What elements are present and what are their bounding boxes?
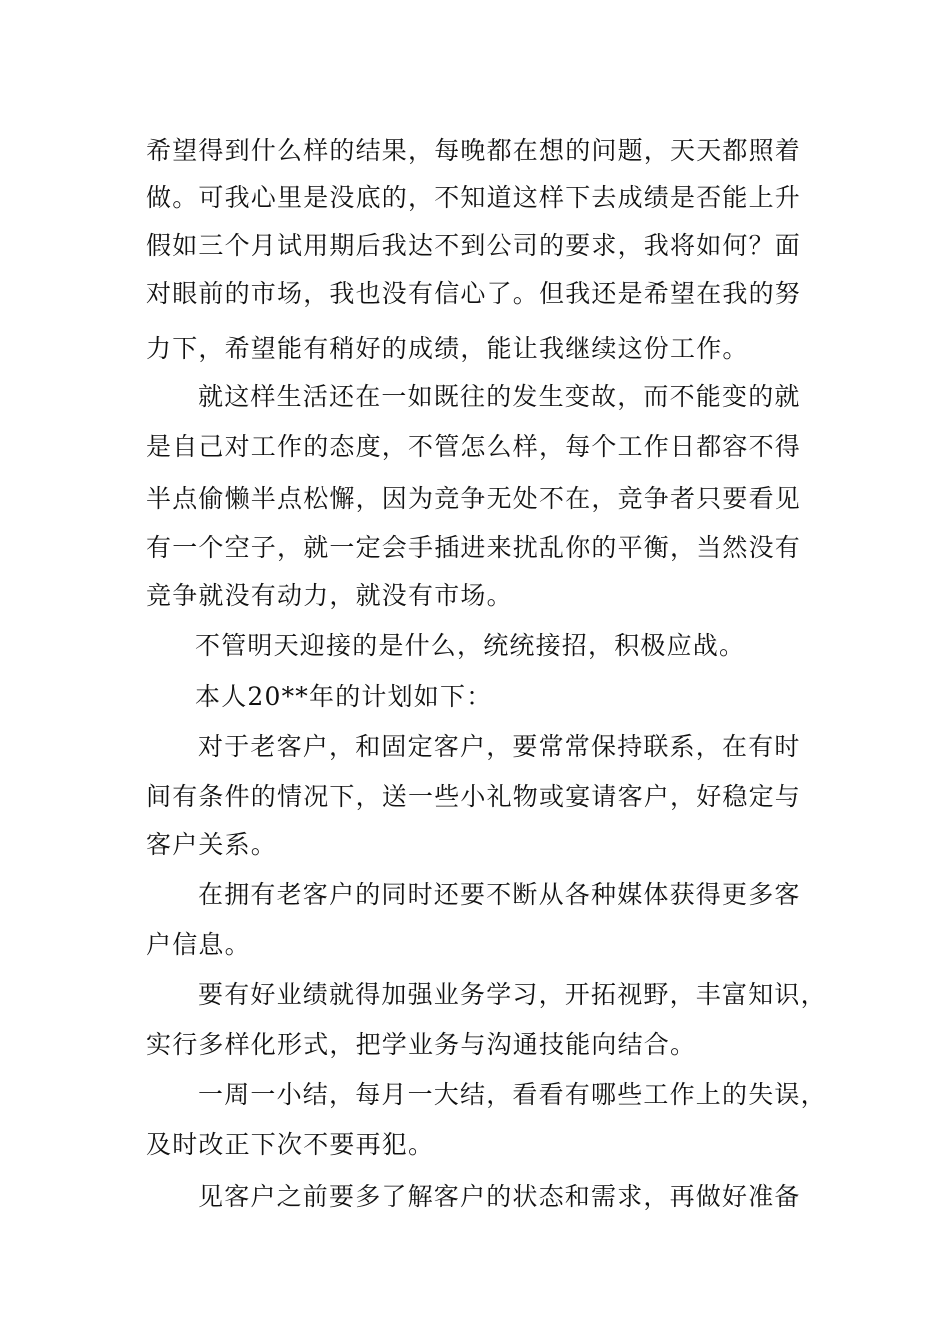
text-line-21: 及时改正下次不要再犯。 — [146, 1130, 435, 1159]
text-line-3: 假如三个月试用期后我达不到公司的要求，我将如何？面 — [146, 231, 802, 260]
text-line-18: 要有好业绩就得加强业务学习，开拓视野，丰富知识， — [198, 980, 827, 1009]
text-line-2: 做。可我心里是没底的，不知道这样下去成绩是否能上升 — [146, 183, 802, 212]
text-line-14: 间有条件的情况下，送一些小礼物或宴请客户，好稳定与 — [146, 782, 802, 811]
text-line-17: 户信息。 — [146, 930, 251, 959]
text-line-5: 力下，希望能有稍好的成绩，能让我继续这份工作。 — [146, 334, 749, 363]
text-line-1: 希望得到什么样的结果，每晚都在想的问题，天天都照着 — [146, 136, 802, 165]
text-line-11: 不管明天迎接的是什么，统统接招，积极应战。 — [195, 631, 746, 660]
text-line-9: 有一个空子，就一定会手插进来扰乱你的平衡，当然没有 — [146, 533, 802, 562]
text-line-16: 在拥有老客户的同时还要不断从各种媒体获得更多客 — [198, 880, 801, 909]
text-line-22: 见客户之前要多了解客户的状态和需求，再做好准备 — [198, 1182, 801, 1211]
text-line-13: 对于老客户，和固定客户，要常常保持联系，在有时 — [198, 732, 801, 761]
text-line-7: 是自己对工作的态度，不管怎么样，每个工作日都容不得 — [146, 432, 802, 461]
text-line-12: 本人20**年的计划如下： — [195, 682, 493, 711]
text-line-8: 半点偷懒半点松懈，因为竞争无处不在，竞争者只要看见 — [146, 484, 802, 513]
text-line-4: 对眼前的市场，我也没有信心了。但我还是希望在我的努 — [146, 279, 802, 308]
text-line-15: 客户关系。 — [146, 830, 278, 859]
text-line-6: 就这样生活还在一如既往的发生变故，而不能变的就 — [198, 382, 801, 411]
text-line-19: 实行多样化形式，把学业务与沟通技能向结合。 — [146, 1030, 697, 1059]
text-line-20: 一周一小结，每月一大结，看看有哪些工作上的失误， — [198, 1080, 827, 1109]
text-line-10: 竞争就没有动力，就没有市场。 — [146, 581, 513, 610]
